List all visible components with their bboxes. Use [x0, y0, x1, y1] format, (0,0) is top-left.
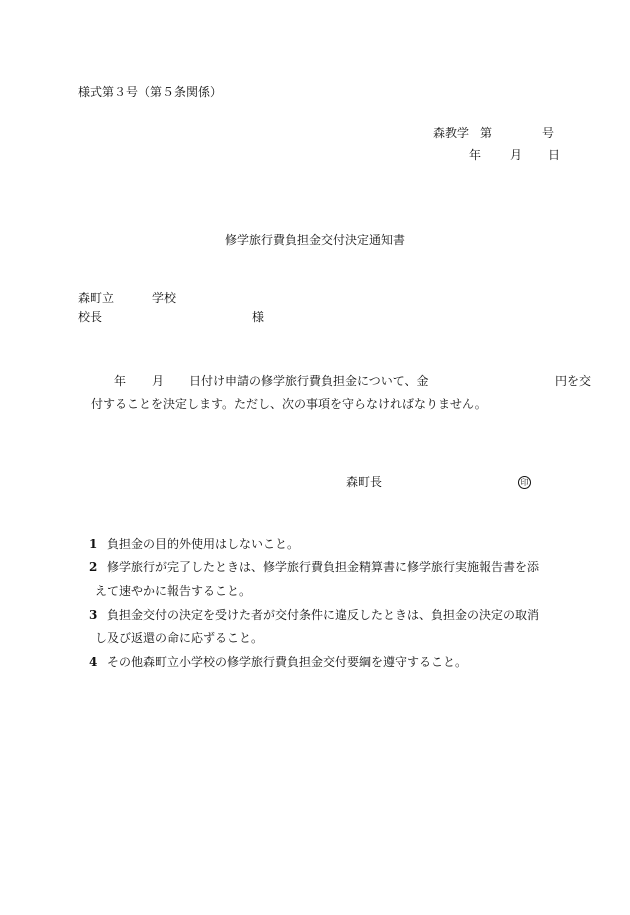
body-month-label: 月 — [152, 374, 165, 388]
amount-suffix: 円を交 — [555, 374, 592, 388]
condition-item — [89, 538, 299, 550]
condition-text: 修学旅行が完了したときは、修学旅行費負担金精算書に修学旅行実施報告書を添 — [107, 560, 540, 574]
honorific: 様 — [252, 310, 265, 324]
reference-prefix: 森教学 — [433, 126, 470, 140]
principal-label: 校長 — [78, 310, 103, 324]
body-text: 日付け申請の修学旅行費負担金について、金 — [189, 374, 429, 388]
date-month-label: 月 — [510, 148, 523, 162]
reference-number-label: 第 — [480, 126, 493, 140]
condition-continuation: し及び返還の命に応ずること。 — [95, 631, 264, 645]
addressee-school — [78, 292, 176, 304]
body-year-label: 年 — [114, 374, 127, 388]
reference-number — [433, 127, 554, 139]
condition-number: 4 — [89, 655, 98, 669]
issue-date — [469, 149, 560, 161]
condition-number: 1 — [89, 537, 98, 551]
condition-text: 負担金交付の決定を受けた者が交付条件に違反したときは、負担金の決定の取消 — [107, 608, 540, 622]
date-day-label: 日 — [548, 148, 561, 162]
condition-text: その他森町立小学校の修学旅行費負担金交付要綱を遵守すること。 — [107, 655, 468, 669]
school-suffix: 学校 — [152, 291, 177, 305]
condition-number: 2 — [89, 560, 98, 574]
body-line-2: 付することを決定します。ただし、次の事項を守らなければなりません。 — [91, 397, 487, 411]
document-title: 修学旅行費負担金交付決定通知書 — [224, 233, 405, 247]
school-prefix: 森町立 — [78, 291, 115, 305]
condition-item — [89, 609, 539, 621]
seal-mark: 印 — [518, 476, 531, 489]
date-year-label: 年 — [469, 148, 482, 162]
condition-text: 負担金の目的外使用はしないこと。 — [107, 537, 300, 551]
reference-issue-label: 号 — [542, 126, 555, 140]
condition-number: 3 — [89, 608, 98, 622]
condition-item — [89, 561, 539, 573]
condition-item — [89, 656, 467, 668]
addressee-principal — [78, 311, 264, 323]
form-number: 様式第３号（第５条関係） — [78, 85, 223, 99]
condition-continuation: えて速やかに報告すること。 — [95, 584, 252, 598]
issuer-title: 森町長 — [346, 475, 383, 489]
signature-block — [346, 476, 531, 489]
body-line-1 — [114, 375, 591, 387]
